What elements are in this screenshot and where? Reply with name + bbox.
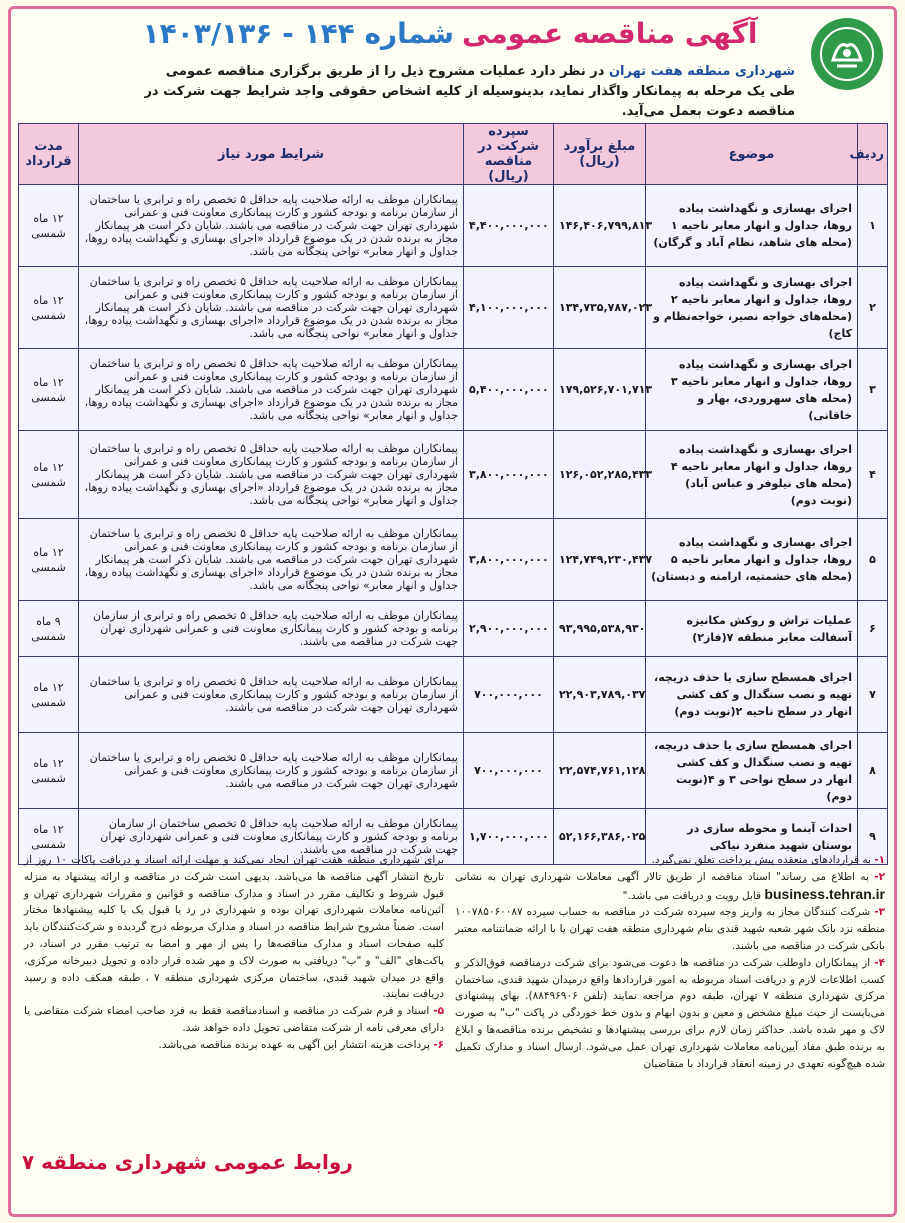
public-relations-signature: روابط عمومی شهرداری منطقه ۷ (22, 1150, 353, 1174)
row-number: ۸ (858, 733, 888, 809)
table-row (19, 349, 888, 431)
row-deposit: ۳,۸۰۰,۰۰۰,۰۰۰ (464, 519, 554, 601)
row-number: ۳ (858, 349, 888, 431)
note-item (455, 852, 885, 869)
header-estimate: مبلغ برآورد (ریال) (554, 124, 646, 185)
note-number: ۴- (874, 956, 885, 969)
note-text: قابل رویت و دریافت می باشد." (622, 889, 765, 902)
row-number: ۱ (858, 185, 888, 267)
table-row (19, 267, 888, 349)
row-deposit: ۵,۴۰۰,۰۰۰,۰۰۰ (464, 349, 554, 431)
row-subject: اجرای بهسازی و نگهداشت پیاده روها، جداول و انهار معابر ناحیه ۵ (محله های حشمتیه، ارامنه و دبستان) (646, 519, 858, 601)
tehran-municipality-logo (811, 18, 883, 90)
row-subject: اجرای بهسازی و نگهداشت پیاده روها، جداول و انهار معابر ناحیه ۱ (محله های شاهد، نظام آباد و گرگان) (646, 185, 858, 267)
row-estimate: ۲۲,۵۷۴,۷۶۱,۱۲۸ (554, 733, 646, 809)
header-deposit: سپرده شرکت در مناقصه (ریال) (464, 124, 554, 185)
header-subject: موضوع (646, 124, 858, 185)
row-conditions: پیمانکاران موظف به ارائه صلاحیت پایه حداقل ۵ تخصص راه و ترابری یا ساختمان از سازمان برنامه و بودجه کشور و کارت پیمانکاری معاونت فنی و عمرانی شهرداری تهران جهت شرکت در مناقصه می باشند. شایان ذکر است هر پیمانکار مجاز به برنده شدن در یک موضوع قرارداد «اجرای بهسازی و نگهداشت پیاده روها، جداول و انهار معابر» نواحی پنجگانه می باشد. (79, 519, 464, 601)
row-subject: اجرای بهسازی و نگهداشت پیاده روها، جداول و انهار معابر ناحیه ۲ (محله‌های خواجه نصیر، خواجه‌نظام و کاج) (646, 267, 858, 349)
row-deposit: ۲,۹۰۰,۰۰۰,۰۰۰ (464, 601, 554, 657)
note-text: به اطلاع می رساند" اسناد مناقصه از طریق تالار آگهی معاملات شهرداری تهران به نشانی (455, 870, 875, 883)
row-deposit: ۴,۴۰۰,۰۰۰,۰۰۰ (464, 185, 554, 267)
row-subject: اجرای بهسازی و نگهداشت پیاده روها، جداول و انهار معابر ناحیه ۳ (محله های سهروردی، بهار و خاقانی) (646, 349, 858, 431)
row-number: ۶ (858, 601, 888, 657)
row-subject: عملیات تراش و روکش مکانیزه آسفالت معابر منطقه ۷(فاز۲) (646, 601, 858, 657)
row-duration: ۱۲ ماه شمسی (19, 349, 79, 431)
header-duration: مدت قرارداد (19, 124, 79, 185)
business-website-link[interactable]: business.tehran.ir (764, 885, 885, 902)
row-estimate: ۱۴۶,۴۰۶,۷۹۹,۸۱۳ (554, 185, 646, 267)
note-number: ۱- (874, 854, 885, 866)
row-duration: ۱۲ ماه شمسی (19, 431, 79, 519)
row-duration: ۱۲ ماه شمسی (19, 733, 79, 809)
table-row (19, 431, 888, 519)
row-deposit: ۷۰۰,۰۰۰,۰۰۰ (464, 657, 554, 733)
row-subject: اجرای همسطح سازی یا حذف دریچه، تهیه و نصب سنگدال و کف کشی انهار در سطح نواحی ۳ و ۴(نوبت دوم) (646, 733, 858, 809)
tender-table (18, 123, 888, 865)
row-number: ۷ (858, 657, 888, 733)
note-item (455, 955, 885, 1073)
notice-title (105, 12, 795, 54)
row-estimate: ۱۳۴,۷۳۵,۷۸۷,۰۲۳ (554, 267, 646, 349)
note-item (24, 1003, 444, 1037)
row-estimate: ۵۲,۱۶۶,۳۸۶,۰۲۵ (554, 809, 646, 865)
row-estimate: ۱۲۶,۰۵۲,۲۸۵,۴۳۳ (554, 431, 646, 519)
row-duration: ۱۲ ماه شمسی (19, 267, 79, 349)
row-subject: احداث آبنما و محوطه سازی در بوستان شهید منفرد نیاکی (646, 809, 858, 865)
table-row (19, 657, 888, 733)
note-item (455, 869, 885, 905)
organization-name: شهرداری منطقه هفت تهران (608, 64, 795, 79)
row-duration: ۱۲ ماه شمسی (19, 809, 79, 865)
note-item (24, 1037, 444, 1054)
row-number: ۵ (858, 519, 888, 601)
notes-left-column (24, 852, 444, 1054)
row-deposit: ۳,۸۰۰,۰۰۰,۰۰۰ (464, 431, 554, 519)
intro-paragraph (115, 62, 795, 122)
table-header-row (19, 124, 888, 185)
row-subject: اجرای همسطح سازی یا حذف دریچه، تهیه و نصب سنگدال و کف کشی انهار در سطح ناحیه ۲(نوبت دوم) (646, 657, 858, 733)
row-subject: اجرای بهسازی و نگهداشت پیاده روها، جداول و انهار معابر ناحیه ۴ (محله های نیلوفر و عباس آباد) (نوبت دوم) (646, 431, 858, 519)
note-text: از پیمانکاران داوطلب شرکت در مناقصه ها دعوت می‌شود برای شرکت درمناقصه فوق‌الذکر و کسب اطلاعات لازم و دریافت اسناد مربوطه به امور قراردادها واقع درمیدان شهید قندی، ساختمان مرکزی شهرداری منطقه ۷ تهران، طبقه دوم مراجعه نمایند (تلفن ۸۸۴۹۶۹۰۶). بهای پیشنهادی می‌بایست از حیث مبلغ مشخص و معین و بدون ابهام و بدون خط خوردگی در پاکت "ب" به صورت لاک و مهر شده باشد. حداکثر زمان لازم برای بررسی پیشنهادها و تشخیص برنده مناقصه‌ها و ابلاغ به برنده طبق مفاد آیین‌نامه معاملات شهرداری تهران عمل می‌شود. ارسال اسناد و مدارک تکمیل شده هیچ‌گونه تعهدی در زمینه انعقاد قرارداد با متقاضیان (455, 956, 885, 1070)
title-text: آگهی مناقصه عمومی (462, 16, 758, 50)
row-conditions: پیمانکاران موظف به ارائه صلاحیت پایه حداقل ۵ تخصص ساختمان از سازمان برنامه و بودجه کشور و کارت پیمانکاری معاونت فنی و عمرانی شهرداری تهران جهت شرکت در مناقصه می باشند. (79, 809, 464, 865)
notes-right-column (455, 852, 885, 1072)
note-number: ۶- (433, 1038, 444, 1051)
note-text: پرداخت هزینه انتشار این آگهی به عهده برنده مناقصه می‌باشد. (158, 1038, 434, 1051)
note-item (455, 904, 885, 954)
row-conditions: پیمانکاران موظف به ارائه صلاحیت پایه حداقل ۵ تخصص راه و ترابری یا ساختمان از سازمان برنامه و بودجه کشور و کارت پیمانکاری معاونت فنی و عمرانی شهرداری تهران جهت شرکت در مناقصه می باشند. شایان ذکر است هر پیمانکار مجاز به برنده شدن در یک موضوع قرارداد «اجرای بهسازی و نگهداشت پیاده روها، جداول و انهار معابر» نواحی پنجگانه می باشد. (79, 185, 464, 267)
note-text: شرکت کنندگان مجاز به واریز وجه سپرده شرکت در مناقصه به حساب سپرده ۱۰۰۷۸۵۰۶۰۰۸۷ منطقه نزد بانک شهر شعبه شهید قندی بنام شهرداری منطقه هفت تهران یا با ارائه ضمانتنامه معتبر بانکی شرکت در مناقصه می باشند. (455, 906, 885, 952)
row-conditions: پیمانکاران موظف به ارائه صلاحیت پایه حداقل ۵ تخصص راه و ترابری یا ساختمان از سازمان برنامه و بودجه کشور و کارت پیمانکاری معاونت فنی و عمرانی شهرداری تهران جهت شرکت در مناقصه می باشند. شایان ذکر است هر پیمانکار مجاز به برنده شدن در یک موضوع قرارداد «اجرای بهسازی و نگهداشت پیاده روها، جداول و انهار معابر» نواحی پنجگانه می باشد. (79, 349, 464, 431)
header-conditions: شرایط مورد نیاز (79, 124, 464, 185)
row-number: ۴ (858, 431, 888, 519)
row-number: ۲ (858, 267, 888, 349)
row-deposit: ۷۰۰,۰۰۰,۰۰۰ (464, 733, 554, 809)
note-continuation: برای شهرداری منطقه هفت تهران ایجاد نمی‌کند و مهلت ارائه اسناد و دریافت پاکات ۱۰ روز از تاریخ انتشار آگهی مناقصه ها می‌باشد. بدیهی است شرکت در مناقصه و ارائه پیشنهاد به منزله قبول شروط و تکالیف مقرر در اسناد و مدارک مناقصه و قوانین و مقررات شهرداری تهران و آئین‌نامه معاملات شهرداری تهران بوده و شهرداری در رد یا قبول یک یا کلیه پیشنهادها مختار است. ضمناً مشروح شرایط مناقصه در اسناد و مدارک مربوطه درج گردیده و شرکت‌کنندگان باید کلیه صفحات اسناد و مدارک مناقصه‌ها را پس از مهر و امضا به ترتیب مقرر در اسناد، در پاکت‌های "الف" و "ب" دریافتی به صورت لاک و مهر شده قرار داده و تحویل دبیرخانه مرکزی، واقع در میدان شهید قندی، ساختمان مرکزی شهرداری منطقه ۷ ، طبقه همکف داده و رسید دریافت نمایند. (24, 854, 445, 1001)
intro-line1: در نظر دارد عملیات مشروح ذیل را از طریق برگزاری مناقصه عمومی (165, 64, 609, 79)
row-duration: ۱۲ ماه شمسی (19, 185, 79, 267)
note-text: اسناد و فرم شرکت در مناقصه و اسنادمناقصه فقط به فرد صاحب امضاء شرکت متقاضی یا دارای معرفی نامه از شرکت متقاضی تحویل داده خواهد شد. (24, 1005, 444, 1034)
row-conditions: پیمانکاران موظف به ارائه صلاحیت پایه حداقل ۵ تخصص راه و ترابری یا ساختمان از سازمان برنامه و بودجه کشور و کارت پیمانکاری معاونت فنی و عمرانی شهرداری تهران جهت شرکت در مناقصه می باشند. شایان ذکر است هر پیمانکار مجاز به برنده شدن در یک موضوع قرارداد «اجرای بهسازی و نگهداشت پیاده روها، جداول و انهار معابر» نواحی پنجگانه می باشد. (79, 431, 464, 519)
row-conditions: پیمانکاران موظف به ارائه صلاحیت پایه حداقل ۵ تخصص راه و ترابری یا ساختمان از سازمان برنامه و بودجه کشور و کارت پیمانکاری معاونت فنی و عمرانی شهرداری تهران جهت شرکت در مناقصه می باشند. (79, 657, 464, 733)
note-number: ۵- (433, 1005, 444, 1018)
row-conditions: پیمانکاران موظف به ارائه صلاحیت پایه حداقل ۵ تخصص راه و ترابری یا ساختمان از سازمان برنامه و بودجه کشور و کارت پیمانکاری معاونت فنی و عمرانی شهرداری تهران جهت شرکت در مناقصه می باشند. (79, 733, 464, 809)
row-deposit: ۴,۱۰۰,۰۰۰,۰۰۰ (464, 267, 554, 349)
intro-line2: طی یک مرحله به پیمانکار واگذار نماید، بدینوسیله از کلیه اشخاص حقوقی واجد شرایط جهت شرکت در مناقصه دعوت بعمل می‌آید. (144, 84, 795, 119)
table-row (19, 733, 888, 809)
note-text: به قراردادهای منعقده پیش پرداخت تعلق نمی‌گیرد. (651, 854, 875, 866)
logo-emblem-icon (819, 26, 875, 82)
row-deposit: ۱,۷۰۰,۰۰۰,۰۰۰ (464, 809, 554, 865)
note-number: ۲- (874, 870, 885, 883)
table-row (19, 185, 888, 267)
row-estimate: ۲۲,۹۰۳,۷۸۹,۰۳۷ (554, 657, 646, 733)
row-estimate: ۱۲۴,۷۴۹,۲۳۰,۴۳۷ (554, 519, 646, 601)
row-conditions: پیمانکاران موظف به ارائه صلاحیت پایه حداقل ۵ تخصص راه و ترابری از سازمان برنامه و بودجه کشور و کارت پیمانکاری معاونت فنی و عمرانی شهرداری تهران جهت شرکت در مناقصه می باشند. (79, 601, 464, 657)
row-estimate: ۹۳,۹۹۵,۵۳۸,۹۳۰ (554, 601, 646, 657)
row-duration: ۱۲ ماه شمسی (19, 519, 79, 601)
notice-number: شماره ۱۴۴ - ۱۴۰۳/۱۳۶ (142, 16, 454, 50)
header-row-number: ردیف (858, 124, 888, 185)
table-row (19, 601, 888, 657)
row-estimate: ۱۷۹,۵۲۶,۷۰۱,۷۱۳ (554, 349, 646, 431)
row-duration: ۱۲ ماه شمسی (19, 657, 79, 733)
row-duration: ۹ ماه شمسی (19, 601, 79, 657)
table-row (19, 519, 888, 601)
note-number: ۳- (874, 906, 885, 919)
row-conditions: پیمانکاران موظف به ارائه صلاحیت پایه حداقل ۵ تخصص راه و ترابری یا ساختمان از سازمان برنامه و بودجه کشور و کارت پیمانکاری معاونت فنی و عمرانی شهرداری تهران جهت شرکت در مناقصه می باشند. شایان ذکر است هر پیمانکار مجاز به برنده شدن در یک موضوع قرارداد «اجرای بهسازی و نگهداشت پیاده روها، جداول و انهار معابر» نواحی پنجگانه می باشد. (79, 267, 464, 349)
row-number: ۹ (858, 809, 888, 865)
